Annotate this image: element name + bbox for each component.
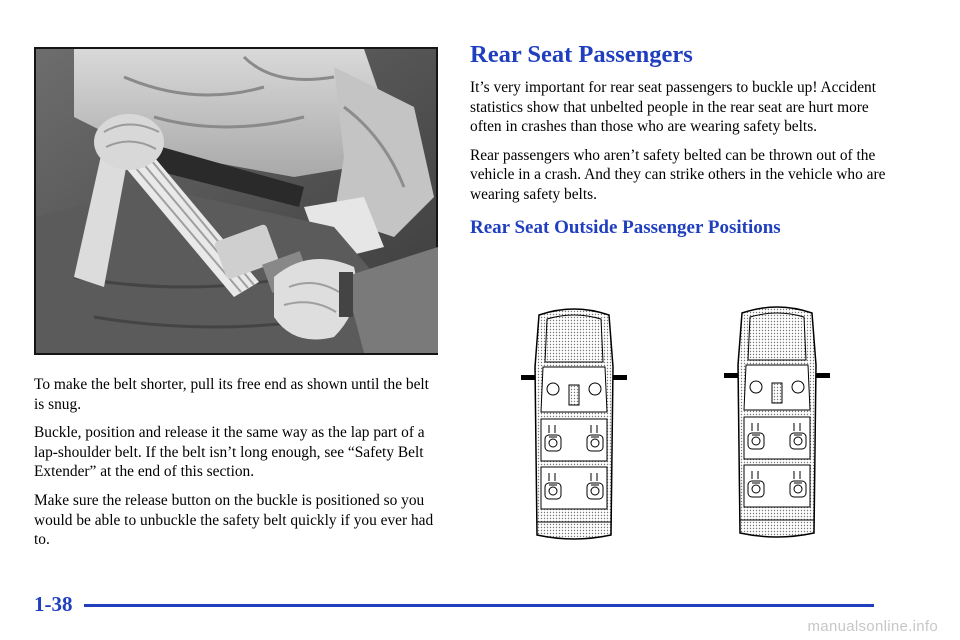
vehicle-seating-diagram <box>517 305 837 540</box>
paragraph-buckle-up: It’s very important for rear seat passengers to buckle up! Accident statistics show that unbelted people in the rear seat are hurt more often in crashes than those who are wearing safety belts. <box>470 79 877 136</box>
paragraph-thrown-out: Rear passengers who aren’t safety belted can be thrown out of the vehicle in a crash. And they can strike others in the vehicle who are wearing safety belts. <box>470 146 886 203</box>
section-heading: Rear Seat Passengers <box>470 41 693 68</box>
footer-watermark[interactable]: manualsonline.info <box>807 618 938 635</box>
left-column-text <box>34 375 439 559</box>
footer-rule <box>84 604 874 607</box>
paragraph-release-button: Make sure the release button on the buckle is positioned so you would be able to unbuckle the safety belt quickly if you ever had to. <box>34 491 434 549</box>
paragraph-buckle-position: Buckle, position and release it the same way as the lap part of a lap‑shoulder belt. If the belt isn’t long enough, see “Safety Belt Extender” at the end of this section. <box>34 424 425 481</box>
subsection-heading: Rear Seat Outside Passenger Positions <box>470 216 781 238</box>
right-column <box>470 38 890 241</box>
seat-belt-photo <box>34 47 438 355</box>
seat-belt-photo-icon <box>34 47 438 355</box>
page-number: 1-38 <box>34 592 73 616</box>
paragraph-belt-shorter: To make the belt shorter, pull its free end as shown until the belt is snug. <box>34 376 429 413</box>
vehicle-seating-diagram-icon <box>517 305 837 540</box>
